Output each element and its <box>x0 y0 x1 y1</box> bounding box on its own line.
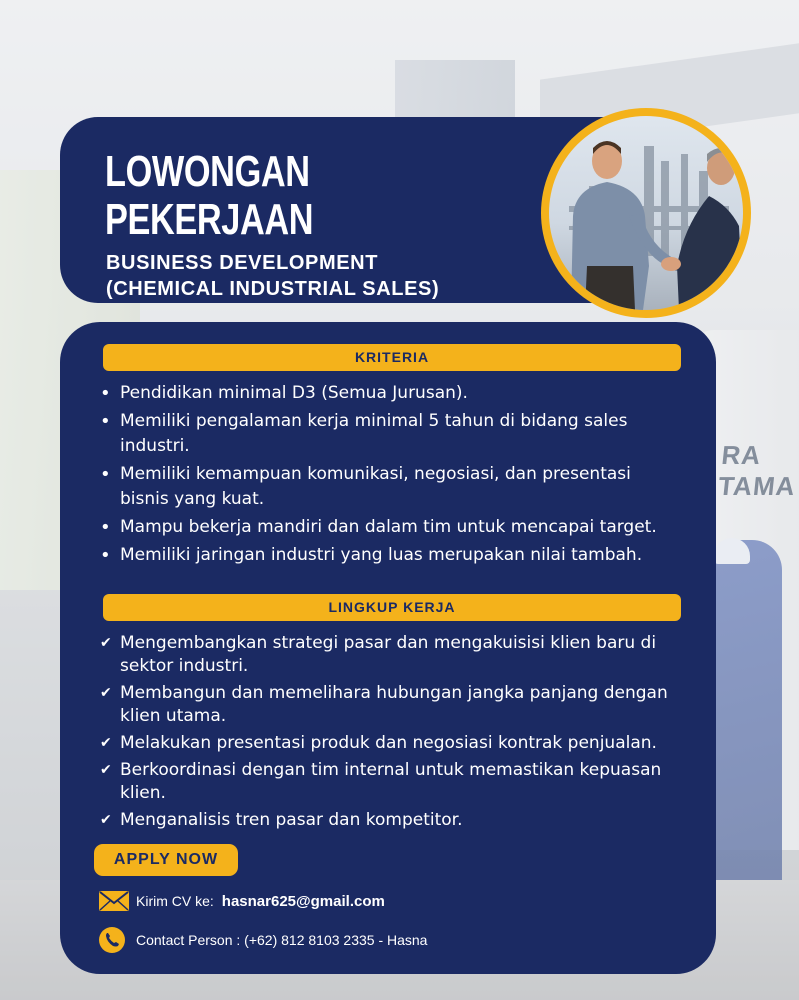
phone-icon <box>98 926 126 954</box>
checkmark-icon: ✔ <box>100 762 112 778</box>
truck-lettering: RA TAMA <box>716 440 798 501</box>
criteria-heading: KRITERIA <box>103 344 681 371</box>
criteria-list <box>100 381 680 571</box>
email-link[interactable]: hasnar625@gmail.com <box>221 892 385 910</box>
handshake-photo-image <box>549 116 743 310</box>
handshake-illustration <box>549 116 743 310</box>
list-item: • Mampu bekerja mandiri dan dalam tim untuk mencapai target. <box>100 517 657 538</box>
handshake-photo <box>541 108 751 318</box>
job-subtitle: BUSINESS DEVELOPMENT (CHEMICAL INDUSTRIAL SALES) <box>106 252 440 300</box>
list-item: ✔ Mengembangkan strategi pasar dan mengakuisisi klien baru di sektor industri. <box>100 633 657 676</box>
list-item: ✔ Berkoordinasi dengan tim internal untuk memastikan kepuasan klien. <box>100 760 662 803</box>
list-item: ✔ Membangun dan memelihara hubungan jangka panjang dengan klien utama. <box>100 683 668 726</box>
checkmark-icon: ✔ <box>100 735 112 751</box>
envelope-icon <box>98 890 130 912</box>
checkmark-icon: ✔ <box>100 812 112 828</box>
list-item: • Memiliki pengalaman kerja minimal 5 tahun di bidang sales industri. <box>100 411 628 456</box>
bullet-dot: • <box>100 517 111 538</box>
checkmark-icon: ✔ <box>100 685 112 701</box>
checkmark-icon: ✔ <box>100 635 112 651</box>
list-item: • Pendidikan minimal D3 (Semua Jurusan). <box>100 383 468 404</box>
list-item: ✔ Melakukan presentasi produk dan negosiasi kontrak penjualan. <box>100 733 657 753</box>
bullet-dot: • <box>100 464 111 485</box>
phone-row <box>98 925 427 955</box>
list-item: ✔ Menganalisis tren pasar dan kompetitor. <box>100 810 463 830</box>
list-item: • Memiliki kemampuan komunikasi, negosiasi, dan presentasi bisnis yang kuat. <box>100 464 631 509</box>
bullet-dot: • <box>100 411 111 432</box>
list-item: • Memiliki jaringan industri yang luas merupakan nilai tambah. <box>100 545 643 566</box>
scope-list <box>100 632 680 836</box>
scope-heading: LINGKUP KERJA <box>103 594 681 621</box>
email-label: Kirim CV ke: <box>136 893 214 909</box>
bullet-dot: • <box>100 383 111 404</box>
apply-now-button[interactable]: APPLY NOW <box>94 844 238 876</box>
contact-person: Contact Person : (+62) 812 8103 2335 - Hasna <box>136 932 428 948</box>
page-title: LOWONGAN PEKERJAAN <box>105 147 314 244</box>
email-row <box>98 887 385 915</box>
bullet-dot: • <box>100 545 111 566</box>
